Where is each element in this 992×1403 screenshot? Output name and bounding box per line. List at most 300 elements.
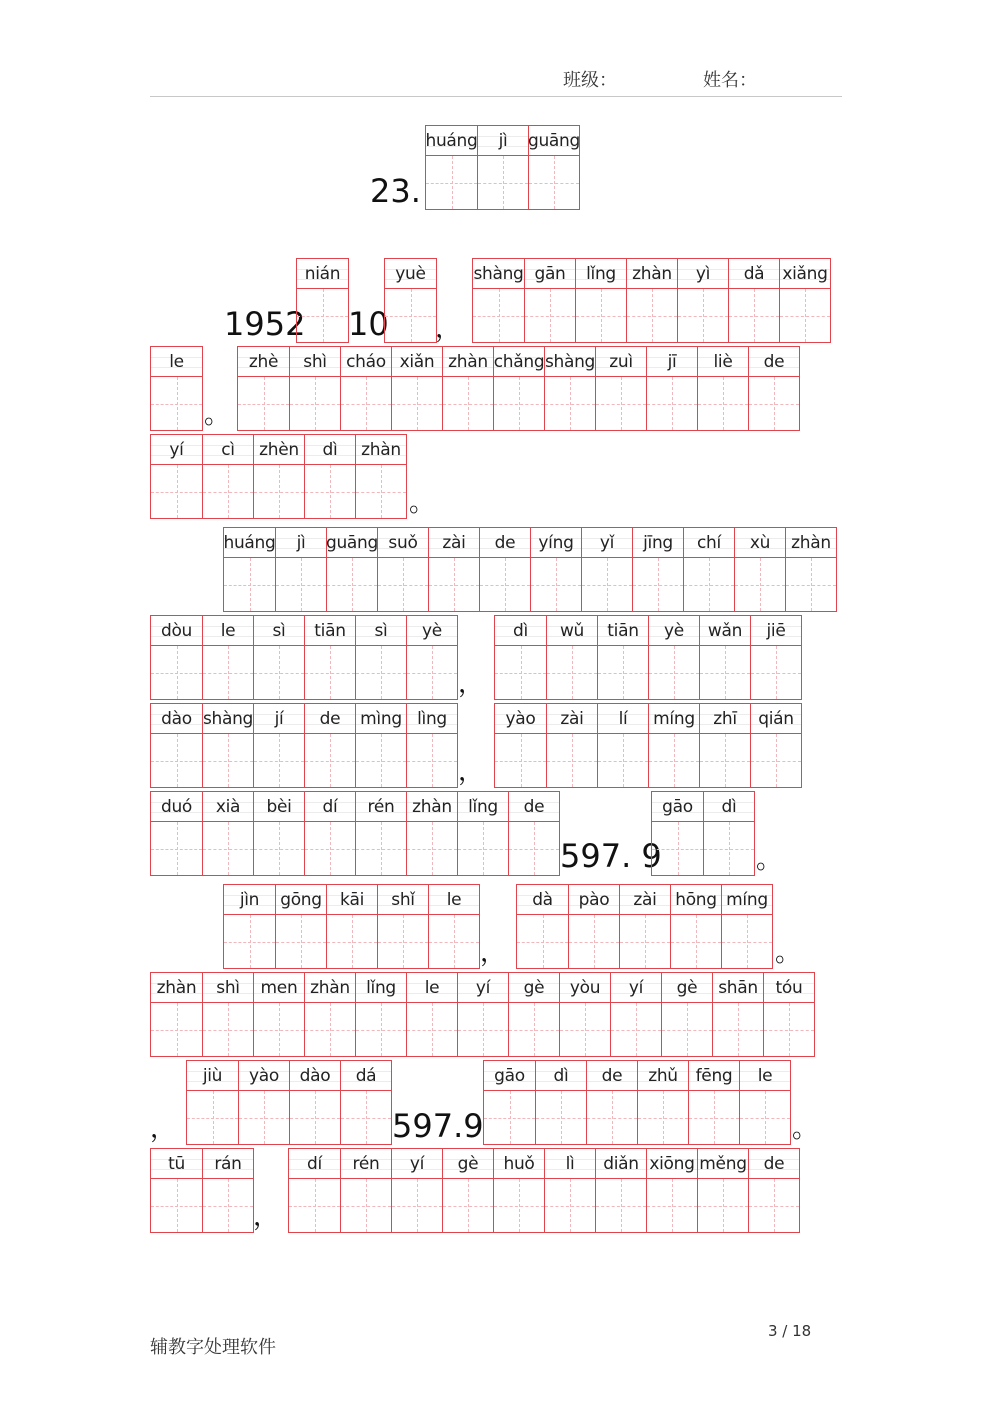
writing-box bbox=[203, 734, 253, 787]
pinyin-label: jì bbox=[276, 528, 326, 558]
pinyin-label: gè bbox=[443, 1149, 493, 1179]
char-cell bbox=[355, 704, 406, 787]
char-cell bbox=[238, 347, 289, 430]
writing-box bbox=[254, 465, 304, 518]
writing-box bbox=[596, 1179, 646, 1232]
char-cell bbox=[748, 1149, 799, 1232]
char-cell bbox=[151, 347, 202, 430]
writing-box bbox=[341, 1091, 391, 1144]
writing-box bbox=[749, 377, 799, 430]
pinyin-grid bbox=[150, 972, 815, 1057]
pinyin-label: zhī bbox=[700, 704, 750, 734]
writing-box bbox=[327, 558, 377, 611]
char-cell bbox=[406, 704, 457, 787]
char-cell bbox=[428, 528, 479, 611]
pinyin-label: zhàn bbox=[151, 973, 202, 1003]
pinyin-label: jī bbox=[647, 347, 697, 377]
pinyin-label: de bbox=[749, 347, 799, 377]
writing-box bbox=[341, 1179, 391, 1232]
writing-box bbox=[458, 1003, 508, 1056]
pinyin-label: le bbox=[151, 347, 202, 377]
writing-box bbox=[517, 915, 568, 968]
writing-box bbox=[238, 377, 289, 430]
writing-box bbox=[289, 1179, 340, 1232]
writing-box bbox=[649, 734, 699, 787]
char-cell bbox=[340, 347, 391, 430]
pinyin-label: rén bbox=[341, 1149, 391, 1179]
writing-box bbox=[151, 822, 202, 875]
char-cell bbox=[699, 704, 750, 787]
writing-box bbox=[254, 822, 304, 875]
char-cell bbox=[750, 616, 801, 699]
punctuation-mark: 。 bbox=[775, 938, 802, 968]
writing-box bbox=[327, 915, 377, 968]
char-cell bbox=[253, 973, 304, 1056]
pinyin-grid bbox=[237, 346, 800, 431]
writing-box bbox=[356, 646, 406, 699]
pinyin-label: sì bbox=[356, 616, 406, 646]
writing-box bbox=[203, 1179, 253, 1232]
pinyin-label: tiān bbox=[305, 616, 355, 646]
char-cell bbox=[151, 792, 202, 875]
char-cell bbox=[785, 528, 836, 611]
writing-box bbox=[598, 734, 648, 787]
char-cell bbox=[646, 1149, 697, 1232]
pinyin-grid bbox=[150, 615, 458, 700]
pinyin-label: shì bbox=[290, 347, 340, 377]
char-cell bbox=[202, 792, 253, 875]
char-cell bbox=[202, 973, 253, 1056]
pinyin-grid bbox=[494, 703, 802, 788]
pinyin-label: rán bbox=[203, 1149, 253, 1179]
writing-box bbox=[458, 822, 508, 875]
pinyin-label: de bbox=[509, 792, 559, 822]
pinyin-label: de bbox=[587, 1061, 637, 1091]
pinyin-grid bbox=[150, 1148, 254, 1233]
pinyin-label: yí bbox=[611, 973, 661, 1003]
pinyin-label: dá bbox=[341, 1061, 391, 1091]
writing-box bbox=[407, 734, 457, 787]
char-cell bbox=[568, 885, 619, 968]
writing-box bbox=[151, 646, 202, 699]
writing-box bbox=[254, 1003, 304, 1056]
writing-box bbox=[649, 646, 699, 699]
writing-box bbox=[786, 558, 836, 611]
char-cell bbox=[524, 259, 575, 342]
pinyin-label: gān bbox=[525, 259, 575, 289]
number-text: 1952 bbox=[224, 305, 306, 343]
pinyin-grid bbox=[651, 791, 755, 876]
char-cell bbox=[495, 616, 546, 699]
writing-box bbox=[713, 1003, 763, 1056]
pinyin-label: de bbox=[480, 528, 530, 558]
exercise-number: 23. bbox=[370, 172, 421, 210]
pinyin-label: jìn bbox=[224, 885, 275, 915]
char-cell bbox=[340, 1149, 391, 1232]
char-cell bbox=[457, 792, 508, 875]
pinyin-label: le bbox=[203, 616, 253, 646]
writing-box bbox=[587, 1091, 637, 1144]
class-label: 班级： bbox=[563, 70, 617, 91]
char-cell bbox=[391, 347, 442, 430]
writing-box bbox=[305, 822, 355, 875]
writing-box bbox=[356, 734, 406, 787]
writing-box bbox=[305, 465, 355, 518]
writing-box bbox=[751, 646, 801, 699]
char-cell bbox=[355, 973, 406, 1056]
writing-box bbox=[671, 915, 721, 968]
writing-box bbox=[392, 1179, 442, 1232]
char-cell bbox=[151, 616, 202, 699]
writing-box bbox=[203, 465, 253, 518]
writing-box bbox=[203, 646, 253, 699]
pinyin-label: dí bbox=[305, 792, 355, 822]
writing-box bbox=[547, 646, 597, 699]
pinyin-label: men bbox=[254, 973, 304, 1003]
char-cell bbox=[442, 1149, 493, 1232]
writing-box bbox=[480, 558, 530, 611]
punctuation-mark: ， bbox=[458, 669, 485, 699]
pinyin-label: huǒ bbox=[494, 1149, 544, 1179]
pinyin-label: jiù bbox=[187, 1061, 238, 1091]
char-cell bbox=[721, 885, 772, 968]
pinyin-grid bbox=[516, 884, 773, 969]
pinyin-label: guāng bbox=[327, 528, 377, 558]
pinyin-label: wǔ bbox=[547, 616, 597, 646]
char-cell bbox=[406, 616, 457, 699]
pinyin-label: shǐ bbox=[378, 885, 428, 915]
writing-box bbox=[473, 289, 524, 342]
pinyin-label: wǎn bbox=[700, 616, 750, 646]
pinyin-grid bbox=[186, 1060, 392, 1145]
char-cell bbox=[289, 1061, 340, 1144]
writing-box bbox=[700, 646, 750, 699]
writing-box bbox=[749, 1179, 799, 1232]
number-text: 10 bbox=[348, 305, 389, 343]
char-cell bbox=[202, 435, 253, 518]
pinyin-label: yíng bbox=[531, 528, 581, 558]
pinyin-label: měng bbox=[698, 1149, 748, 1179]
char-cell bbox=[683, 528, 734, 611]
writing-box bbox=[484, 1091, 535, 1144]
pinyin-label: rén bbox=[356, 792, 406, 822]
pinyin-label: sì bbox=[254, 616, 304, 646]
pinyin-label: jīng bbox=[633, 528, 683, 558]
char-cell bbox=[575, 259, 626, 342]
writing-box bbox=[276, 558, 326, 611]
char-cell bbox=[597, 704, 648, 787]
char-cell bbox=[428, 885, 479, 968]
char-cell bbox=[355, 792, 406, 875]
writing-box bbox=[633, 558, 683, 611]
pinyin-label: dí bbox=[289, 1149, 340, 1179]
pinyin-label: gāo bbox=[652, 792, 703, 822]
writing-box bbox=[662, 1003, 712, 1056]
char-cell bbox=[151, 973, 202, 1056]
writing-box bbox=[596, 377, 646, 430]
pinyin-label: zhǔ bbox=[638, 1061, 688, 1091]
writing-box bbox=[700, 734, 750, 787]
writing-box bbox=[254, 646, 304, 699]
writing-box bbox=[780, 289, 830, 342]
char-cell bbox=[377, 528, 428, 611]
char-cell bbox=[253, 435, 304, 518]
punctuation-mark: ， bbox=[435, 314, 462, 344]
pinyin-label: bèi bbox=[254, 792, 304, 822]
pinyin-label: liè bbox=[698, 347, 748, 377]
punctuation-mark: 。 bbox=[756, 845, 783, 875]
writing-box bbox=[239, 1091, 289, 1144]
pinyin-label: lǐng bbox=[356, 973, 406, 1003]
writing-box bbox=[224, 558, 275, 611]
char-cell bbox=[202, 616, 253, 699]
char-cell bbox=[304, 704, 355, 787]
char-cell bbox=[289, 347, 340, 430]
writing-box bbox=[678, 289, 728, 342]
char-cell bbox=[559, 973, 610, 1056]
char-cell bbox=[238, 1061, 289, 1144]
punctuation-mark: 。 bbox=[204, 400, 231, 430]
char-cell bbox=[326, 528, 377, 611]
pinyin-label: gè bbox=[509, 973, 559, 1003]
char-cell bbox=[391, 1149, 442, 1232]
writing-box bbox=[392, 377, 442, 430]
pinyin-label: de bbox=[749, 1149, 799, 1179]
pinyin-label: lǐng bbox=[458, 792, 508, 822]
pinyin-label: dǎ bbox=[729, 259, 779, 289]
pinyin-label: mìng bbox=[356, 704, 406, 734]
char-cell bbox=[697, 347, 748, 430]
char-cell bbox=[688, 1061, 739, 1144]
char-cell bbox=[528, 126, 579, 209]
pinyin-label: gāo bbox=[484, 1061, 535, 1091]
pinyin-label: lí bbox=[598, 704, 648, 734]
pinyin-label: suǒ bbox=[378, 528, 428, 558]
pinyin-label: zhàn bbox=[356, 435, 406, 465]
char-cell bbox=[477, 126, 528, 209]
char-cell bbox=[493, 347, 544, 430]
writing-box bbox=[151, 377, 202, 430]
pinyin-label: zhàn bbox=[305, 973, 355, 1003]
pinyin-label: chǎng bbox=[494, 347, 544, 377]
writing-box bbox=[341, 377, 391, 430]
pinyin-label: yè bbox=[649, 616, 699, 646]
pinyin-label: xù bbox=[735, 528, 785, 558]
pinyin-label: shàng bbox=[203, 704, 253, 734]
char-cell bbox=[646, 347, 697, 430]
pinyin-label: dòu bbox=[151, 616, 202, 646]
pinyin-grid bbox=[150, 434, 407, 519]
char-cell bbox=[632, 528, 683, 611]
writing-box bbox=[305, 734, 355, 787]
pinyin-label: yí bbox=[392, 1149, 442, 1179]
char-cell bbox=[748, 347, 799, 430]
pinyin-label: xiǎn bbox=[392, 347, 442, 377]
pinyin-grid bbox=[384, 258, 437, 343]
char-cell bbox=[484, 1061, 535, 1144]
char-cell bbox=[304, 973, 355, 1056]
pinyin-label: jí bbox=[254, 704, 304, 734]
writing-box bbox=[652, 822, 703, 875]
writing-box bbox=[529, 156, 579, 209]
writing-box bbox=[509, 1003, 559, 1056]
pinyin-label: lǐng bbox=[576, 259, 626, 289]
punctuation-mark: 。 bbox=[792, 1114, 819, 1144]
writing-box bbox=[224, 915, 275, 968]
writing-box bbox=[378, 915, 428, 968]
pinyin-label: zhàn bbox=[443, 347, 493, 377]
pinyin-label: nián bbox=[297, 259, 348, 289]
writing-box bbox=[407, 646, 457, 699]
pinyin-label: míng bbox=[722, 885, 772, 915]
writing-box bbox=[151, 734, 202, 787]
pinyin-label: zhèn bbox=[254, 435, 304, 465]
writing-box bbox=[647, 1179, 697, 1232]
char-cell bbox=[355, 435, 406, 518]
writing-box bbox=[151, 1179, 202, 1232]
pinyin-label: shàng bbox=[545, 347, 595, 377]
char-cell bbox=[712, 973, 763, 1056]
header-rule bbox=[150, 96, 842, 97]
pinyin-label: xià bbox=[203, 792, 253, 822]
char-cell bbox=[699, 616, 750, 699]
char-cell bbox=[544, 1149, 595, 1232]
pinyin-label: huáng bbox=[426, 126, 477, 156]
writing-box bbox=[494, 1179, 544, 1232]
writing-box bbox=[151, 1003, 202, 1056]
char-cell bbox=[546, 616, 597, 699]
writing-box bbox=[684, 558, 734, 611]
writing-box bbox=[426, 156, 477, 209]
char-cell bbox=[610, 973, 661, 1056]
pinyin-grid bbox=[150, 703, 458, 788]
writing-box bbox=[547, 734, 597, 787]
title-grid bbox=[425, 125, 580, 210]
writing-box bbox=[509, 822, 559, 875]
pinyin-label: yuè bbox=[385, 259, 436, 289]
writing-box bbox=[494, 377, 544, 430]
char-cell bbox=[151, 1149, 202, 1232]
char-cell bbox=[479, 528, 530, 611]
pinyin-label: lìng bbox=[407, 704, 457, 734]
pinyin-label: zài bbox=[547, 704, 597, 734]
pinyin-label: le bbox=[740, 1061, 790, 1091]
char-cell bbox=[508, 973, 559, 1056]
char-cell bbox=[457, 973, 508, 1056]
char-cell bbox=[595, 1149, 646, 1232]
writing-box bbox=[478, 156, 528, 209]
writing-box bbox=[290, 1091, 340, 1144]
pinyin-label: tū bbox=[151, 1149, 202, 1179]
writing-box bbox=[698, 1179, 748, 1232]
pinyin-label: zhè bbox=[238, 347, 289, 377]
pinyin-label: xiōng bbox=[647, 1149, 697, 1179]
pinyin-label: zuì bbox=[596, 347, 646, 377]
writing-box bbox=[305, 646, 355, 699]
char-cell bbox=[426, 126, 477, 209]
char-cell bbox=[750, 704, 801, 787]
char-cell bbox=[493, 1149, 544, 1232]
pinyin-label: yí bbox=[151, 435, 202, 465]
writing-box bbox=[407, 822, 457, 875]
writing-box bbox=[704, 822, 754, 875]
pinyin-label: huáng bbox=[224, 528, 275, 558]
pinyin-label: dì bbox=[305, 435, 355, 465]
writing-box bbox=[525, 289, 575, 342]
pinyin-label: yǐ bbox=[582, 528, 632, 558]
pinyin-label: pào bbox=[569, 885, 619, 915]
writing-box bbox=[378, 558, 428, 611]
pinyin-label: dì bbox=[536, 1061, 586, 1091]
writing-box bbox=[429, 558, 479, 611]
punctuation-mark: ， bbox=[150, 1114, 177, 1144]
writing-box bbox=[638, 1091, 688, 1144]
writing-box bbox=[495, 646, 546, 699]
pinyin-grid bbox=[494, 615, 802, 700]
writing-box bbox=[203, 822, 253, 875]
char-cell bbox=[697, 1149, 748, 1232]
writing-box bbox=[722, 915, 772, 968]
writing-box bbox=[647, 377, 697, 430]
pinyin-label: zài bbox=[429, 528, 479, 558]
pinyin-label: yí bbox=[458, 973, 508, 1003]
punctuation-mark: ， bbox=[458, 757, 485, 787]
pinyin-label: yào bbox=[495, 704, 546, 734]
char-cell bbox=[151, 704, 202, 787]
writing-box bbox=[297, 289, 348, 342]
number-text: 597.9 bbox=[392, 1107, 484, 1145]
writing-box bbox=[689, 1091, 739, 1144]
pinyin-label: yào bbox=[239, 1061, 289, 1091]
pinyin-label: tóu bbox=[764, 973, 814, 1003]
writing-box bbox=[203, 1003, 253, 1056]
writing-box bbox=[305, 1003, 355, 1056]
writing-box bbox=[531, 558, 581, 611]
writing-box bbox=[276, 915, 326, 968]
pinyin-label: gè bbox=[662, 973, 712, 1003]
pinyin-label: zhàn bbox=[407, 792, 457, 822]
char-cell bbox=[473, 259, 524, 342]
writing-box bbox=[443, 1179, 493, 1232]
writing-box bbox=[735, 558, 785, 611]
char-cell bbox=[670, 885, 721, 968]
char-cell bbox=[275, 528, 326, 611]
char-cell bbox=[637, 1061, 688, 1144]
writing-box bbox=[407, 1003, 457, 1056]
char-cell bbox=[253, 792, 304, 875]
punctuation-mark: ， bbox=[480, 938, 507, 968]
pinyin-grid bbox=[483, 1060, 791, 1145]
page-number: 3 / 18 bbox=[768, 1322, 812, 1340]
pinyin-label: yì bbox=[678, 259, 728, 289]
pinyin-label: qián bbox=[751, 704, 801, 734]
char-cell bbox=[517, 885, 568, 968]
char-cell bbox=[728, 259, 779, 342]
char-cell bbox=[546, 704, 597, 787]
char-cell bbox=[406, 973, 457, 1056]
writing-box bbox=[290, 377, 340, 430]
char-cell bbox=[224, 885, 275, 968]
pinyin-grid bbox=[223, 884, 480, 969]
writing-box bbox=[698, 377, 748, 430]
char-cell bbox=[495, 704, 546, 787]
char-cell bbox=[739, 1061, 790, 1144]
char-cell bbox=[406, 792, 457, 875]
writing-box bbox=[356, 822, 406, 875]
pinyin-grid bbox=[150, 791, 560, 876]
writing-box bbox=[443, 377, 493, 430]
writing-box bbox=[356, 1003, 406, 1056]
